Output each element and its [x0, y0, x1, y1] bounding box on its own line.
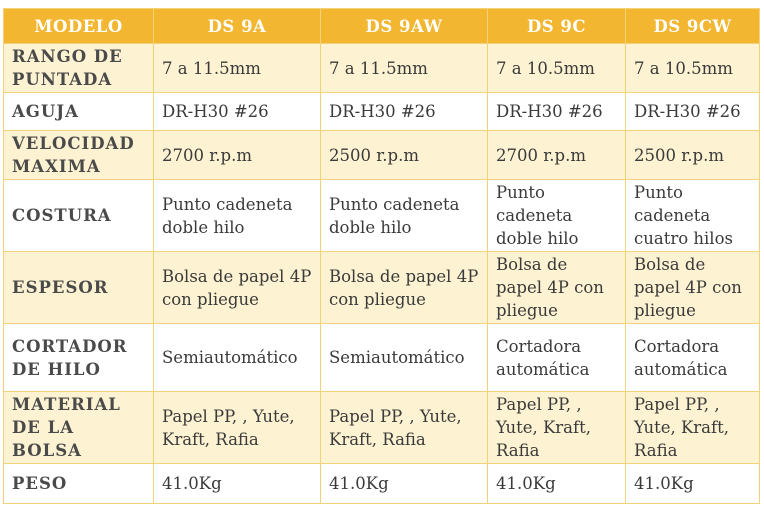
row-label: VELOCIDAD MAXIMA: [4, 131, 154, 180]
table-cell: 7 a 10.5mm: [488, 44, 626, 93]
table-row: [4, 44, 760, 93]
table-cell: 7 a 11.5mm: [154, 44, 321, 93]
table-cell: DR-H30 #26: [488, 93, 626, 131]
table-cell: DR-H30 #26: [626, 93, 760, 131]
row-label: CORTADOR DE HILO: [4, 324, 154, 392]
row-label: COSTURA: [4, 180, 154, 252]
header-model: DS 9CW: [626, 9, 760, 44]
row-label: ESPESOR: [4, 252, 154, 324]
table-cell: 7 a 11.5mm: [321, 44, 488, 93]
table-cell: Semiautomático: [321, 324, 488, 392]
table-cell: 2700 r.p.m: [488, 131, 626, 180]
table-cell: DR-H30 #26: [154, 93, 321, 131]
table-row: [4, 252, 760, 324]
table-cell: 2500 r.p.m: [321, 131, 488, 180]
table-cell: 2700 r.p.m: [154, 131, 321, 180]
table-cell: 2500 r.p.m: [626, 131, 760, 180]
table-cell: Papel PP, , Yute, Kraft, Rafia: [626, 392, 760, 464]
table-cell: Punto cadeneta doble hilo: [488, 180, 626, 252]
header-model: DS 9C: [488, 9, 626, 44]
spec-table: [3, 8, 760, 504]
header-model: DS 9A: [154, 9, 321, 44]
table-cell: Punto cadeneta cuatro hilos: [626, 180, 760, 252]
table-row: [4, 180, 760, 252]
table-cell: Bolsa de papel 4P con pliegue: [154, 252, 321, 324]
row-label: PESO: [4, 464, 154, 504]
table-cell: Bolsa de papel 4P con pliegue: [488, 252, 626, 324]
table-row: [4, 131, 760, 180]
table-cell: Cortadora automática: [488, 324, 626, 392]
header-model: DS 9AW: [321, 9, 488, 44]
row-label: MATERIAL DE LA BOLSA: [4, 392, 154, 464]
row-label: AGUJA: [4, 93, 154, 131]
table-cell: Papel PP, , Yute, Kraft, Rafia: [321, 392, 488, 464]
table-row: [4, 324, 760, 392]
table-cell: 41.0Kg: [626, 464, 760, 504]
table-cell: Papel PP, , Yute, Kraft, Rafia: [154, 392, 321, 464]
table-cell: Punto cadeneta doble hilo: [321, 180, 488, 252]
table-cell: Bolsa de papel 4P con pliegue: [626, 252, 760, 324]
table-cell: 7 a 10.5mm: [626, 44, 760, 93]
header-row: [4, 9, 760, 44]
table-cell: Cortadora automática: [626, 324, 760, 392]
table-row: [4, 93, 760, 131]
table-cell: 41.0Kg: [154, 464, 321, 504]
table-cell: Bolsa de papel 4P con pliegue: [321, 252, 488, 324]
row-label: RANGO DE PUNTADA: [4, 44, 154, 93]
table-cell: Semiautomático: [154, 324, 321, 392]
header-label: MODELO: [4, 9, 154, 44]
table-row: [4, 392, 760, 464]
table-cell: DR-H30 #26: [321, 93, 488, 131]
table-cell: Papel PP, , Yute, Kraft, Rafia: [488, 392, 626, 464]
table-row: [4, 464, 760, 504]
table-cell: 41.0Kg: [321, 464, 488, 504]
table-cell: Punto cadeneta doble hilo: [154, 180, 321, 252]
table-cell: 41.0Kg: [488, 464, 626, 504]
